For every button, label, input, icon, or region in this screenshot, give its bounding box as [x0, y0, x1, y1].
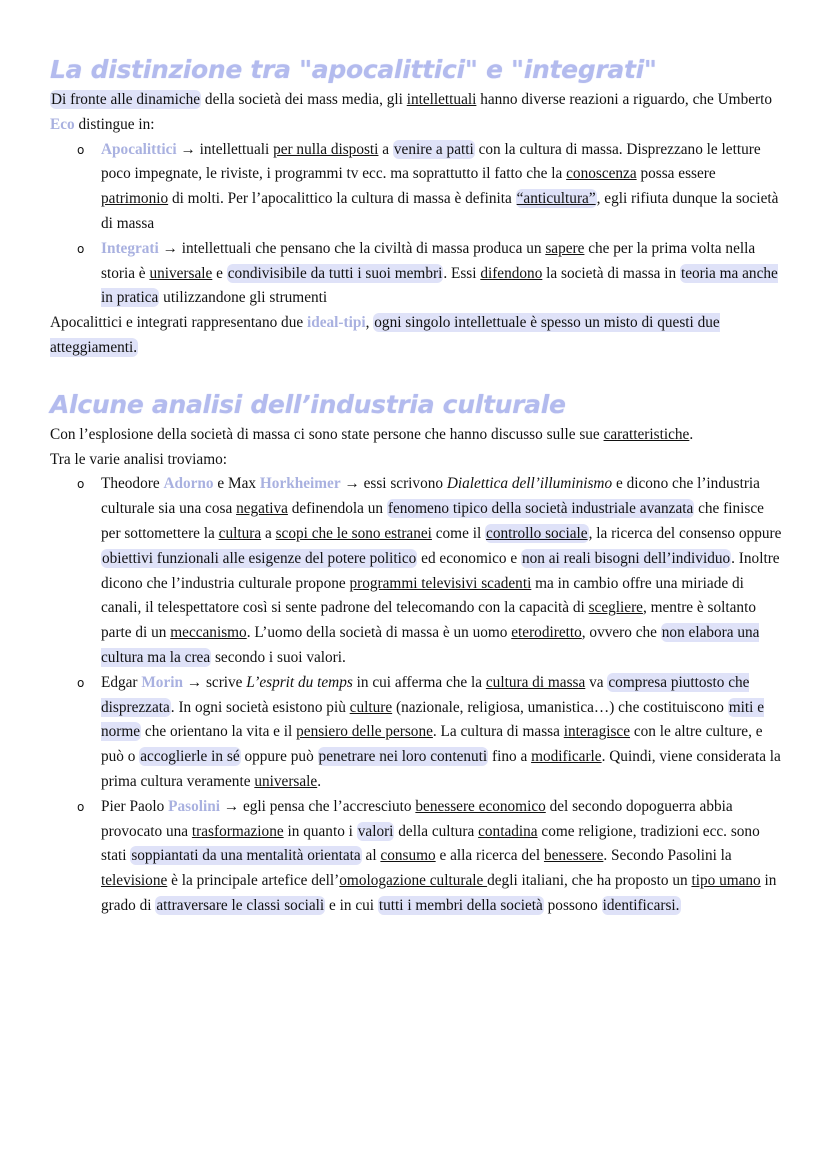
- highlighted-name: ideal-tipi: [306, 314, 366, 332]
- underlined-text: programmi televisivi scadenti: [349, 574, 532, 592]
- highlighted-text: identificarsi.: [602, 896, 680, 914]
- underlined-text: per nulla disposti: [273, 140, 379, 158]
- text-segment: della cultura: [394, 822, 479, 840]
- list-item-morin: [50, 671, 785, 795]
- text-segment: fino a: [488, 748, 532, 766]
- text-segment: di molti. Per l’apocalittico la cultura di massa è definita: [168, 190, 516, 208]
- text-segment: in cui afferma che la: [352, 673, 486, 691]
- underlined-text: sapere: [545, 239, 585, 257]
- highlighted-name: Eco: [50, 115, 75, 133]
- text-segment: con le altre culture, e può o: [101, 723, 763, 766]
- text-segment: , egli rifiuta dunque la società di massa: [101, 190, 779, 232]
- text-segment: → scrive: [183, 673, 247, 691]
- highlighted-text: non elabora una cultura ma la crea: [101, 624, 760, 666]
- underlined-text: cultura: [218, 524, 262, 542]
- bullet-icon: o: [77, 142, 85, 157]
- underlined-text: conoscenza: [566, 165, 637, 183]
- highlighted-text: valori: [357, 822, 394, 840]
- underlined-text: eterodiretto: [511, 624, 582, 642]
- text-segment: utilizzandone gli strumenti: [159, 289, 328, 307]
- bullet-icon: o: [77, 675, 85, 690]
- text-segment: come il: [431, 524, 486, 542]
- text-segment: hanno diverse reazioni a riguardo, che Umberto: [476, 91, 772, 108]
- text-segment: → egli pensa che l’accresciuto: [220, 797, 416, 815]
- text-segment: possa essere: [636, 165, 716, 183]
- text-segment: . Inoltre dicono che l’industria culturale propone: [101, 549, 780, 592]
- text-segment: . L’uomo della società di massa è un uomo: [246, 624, 512, 642]
- text-segment: e in cui: [325, 896, 378, 914]
- text-segment: . Essi: [443, 264, 481, 282]
- text-segment: a: [378, 140, 393, 158]
- highlighted-name: Pasolini: [168, 797, 220, 815]
- underlined-text: televisione: [101, 872, 168, 890]
- text-segment: Pier Paolo: [101, 797, 169, 815]
- text-segment: definendola un: [287, 500, 387, 518]
- highlighted-text: “anticultura”: [516, 190, 596, 208]
- highlighted-text: soppiantati da una mentalità orientata: [131, 847, 361, 865]
- text-segment: Edgar: [101, 673, 142, 691]
- text-segment: e alla ricerca del: [435, 847, 544, 865]
- underlined-text: patrimonio: [101, 190, 169, 208]
- highlighted-name: Integrati: [101, 239, 159, 257]
- text-segment: degli italiani, che ha proposto un: [487, 872, 692, 890]
- underlined-text: universale: [149, 264, 213, 282]
- list-item-apocalittici: [50, 138, 785, 237]
- text-segment: distingue in:: [74, 115, 155, 133]
- highlighted-name: Morin: [141, 673, 183, 691]
- underlined-text: benessere: [543, 847, 604, 865]
- highlighted-text: accoglierle in sé: [140, 748, 240, 766]
- underlined-text: pensiero delle persone: [296, 723, 433, 741]
- text-segment: Dialettica dell’illuminismo: [446, 475, 613, 493]
- highlighted-text: tutti i membri della società: [378, 896, 543, 914]
- text-segment: secondo i suoi valori.: [211, 648, 346, 666]
- underlined-text: contadina: [478, 822, 538, 840]
- highlighted-text: fenomeno tipico della società industriale avanzata: [387, 500, 694, 518]
- highlighted-name: Adorno: [163, 475, 214, 493]
- highlighted-name: Apocalittici: [101, 140, 177, 158]
- highlighted-text: ogni singolo intellettuale è spesso un misto di questi due atteggiamenti.: [50, 314, 720, 356]
- text-segment: Con l’esplosione della società di massa ci sono state persone che hanno discusso sulle sue: [50, 425, 604, 443]
- text-segment: , la ricerca del consenso oppure: [588, 524, 782, 542]
- text-segment: → essi scrivono: [340, 475, 447, 493]
- highlighted-text: obiettivi funzionali alle esigenze del potere politico: [102, 549, 417, 567]
- text-segment: . Secondo Pasolini la: [603, 847, 732, 865]
- paragraph: [50, 88, 785, 138]
- section-title-industria-culturale: Alcune analisi dell’industria culturale: [50, 389, 566, 419]
- text-segment: che orientano la vita e il: [141, 723, 297, 741]
- text-segment: e: [212, 264, 227, 282]
- text-segment: possono: [543, 896, 602, 914]
- underlined-text: consumo: [380, 847, 436, 865]
- highlighted-text: non ai reali bisogni dell’individuo: [521, 549, 731, 567]
- text-segment: della società dei mass media, gli: [201, 91, 407, 108]
- text-segment: che finisce per sottomettere la: [101, 500, 764, 542]
- list-item-pasolini: [50, 795, 785, 919]
- text-segment: e Max: [213, 475, 260, 493]
- highlighted-text: venire a patti: [393, 140, 474, 158]
- text-segment: Theodore: [101, 475, 164, 493]
- text-segment: con la cultura di massa. Disprezzano le letture poco impegnate, le riviste, i programmi tv ecc. ma soprattutto il fatto che la: [101, 140, 761, 183]
- highlighted-text: controllo sociale: [486, 524, 588, 542]
- highlighted-text: attraversare le classi sociali: [156, 896, 325, 914]
- text-segment: ,: [365, 314, 374, 332]
- list-item-adorno-horkheimer: [50, 472, 785, 670]
- text-segment: Tra le varie analisi troviamo:: [50, 450, 228, 468]
- underlined-text: trasformazione: [191, 822, 284, 840]
- highlighted-text: compresa piuttosto che disprezzata: [101, 673, 750, 716]
- text-segment: la società di massa in: [542, 264, 680, 282]
- underlined-text: cultura di massa: [485, 673, 586, 691]
- text-segment: come religione, tradizioni ecc. sono stati: [101, 822, 760, 865]
- text-segment: .: [317, 772, 322, 790]
- text-segment: al: [361, 847, 381, 865]
- bullet-icon: o: [77, 477, 85, 492]
- highlighted-text: Di fronte alle dinamiche: [51, 91, 201, 108]
- list-item-integrati: [50, 237, 785, 311]
- text-segment: . In ogni società esistono più: [170, 698, 350, 716]
- underlined-text: difendono: [480, 264, 543, 282]
- underlined-text: culture: [349, 698, 393, 716]
- underlined-text: benessere economico: [415, 797, 546, 815]
- highlighted-text: miti e norme: [101, 698, 764, 741]
- text-segment: → intellettuali: [176, 140, 274, 158]
- underlined-text: caratteristiche: [603, 425, 690, 443]
- highlighted-text: teoria ma anche in pratica: [101, 264, 778, 307]
- text-segment: è la principale artefice dell’: [167, 872, 340, 890]
- text-segment: ma in cambio offre una miriade di canali, il telespettatore così si sente padrone del telecomando con la capacità di: [101, 574, 744, 617]
- underlined-text: modificarle: [531, 748, 602, 766]
- underlined-text: intellettuali: [406, 91, 477, 108]
- text-segment: ed economico e: [417, 549, 521, 567]
- text-segment: . Quindi, viene considerata la prima cultura veramente: [101, 748, 781, 790]
- text-segment: oppure può: [240, 748, 318, 766]
- text-segment: a: [261, 524, 276, 542]
- highlighted-text: condivisibile da tutti i suoi membri: [227, 264, 443, 282]
- highlighted-name: Horkheimer: [259, 475, 341, 493]
- document-page: [50, 52, 785, 919]
- underlined-text: universale: [254, 772, 318, 790]
- highlighted-text: penetrare nei loro contenuti: [318, 748, 488, 766]
- section-title-apocalittici-integrati: La distinzione tra "apocalittici" e "integrati": [50, 55, 657, 84]
- paragraph: [50, 423, 785, 448]
- text-segment: che per la prima volta nella storia è: [101, 239, 756, 282]
- text-segment: , mentre è soltanto parte di un: [101, 599, 756, 642]
- text-segment: → intellettuali che pensano che la civiltà di massa produca un: [158, 239, 546, 257]
- text-segment: , ovvero che: [581, 624, 661, 642]
- text-segment: . La cultura di massa: [432, 723, 564, 741]
- bullet-icon: o: [77, 241, 85, 256]
- underlined-text: scegliere: [588, 599, 643, 617]
- bullet-list: [50, 138, 785, 312]
- underlined-text: interagisce: [563, 723, 631, 741]
- text-segment: in grado di: [101, 872, 777, 914]
- underlined-text: negativa: [236, 500, 288, 518]
- bullet-list: [50, 472, 785, 918]
- text-segment: va: [585, 673, 608, 691]
- text-segment: L’esprit du temps: [246, 673, 353, 691]
- text-segment: (nazionale, religiosa, umanistica…) che costituiscono: [392, 698, 728, 716]
- underlined-text: meccanismo: [170, 624, 247, 642]
- paragraph: [50, 311, 785, 361]
- paragraph: [50, 448, 785, 473]
- text-segment: del secondo dopoguerra abbia provocato una: [101, 797, 733, 840]
- text-segment: e dicono che l’industria culturale sia una cosa: [101, 475, 760, 518]
- underlined-text: omologazione culturale: [339, 872, 488, 890]
- underlined-text: tipo umano: [691, 872, 761, 890]
- text-segment: .: [689, 425, 694, 443]
- text-segment: in quanto i: [283, 822, 357, 840]
- bullet-icon: o: [77, 799, 85, 814]
- underlined-text: scopi che le sono estranei: [275, 524, 432, 542]
- text-segment: Apocalittici e integrati rappresentano due: [50, 314, 307, 332]
